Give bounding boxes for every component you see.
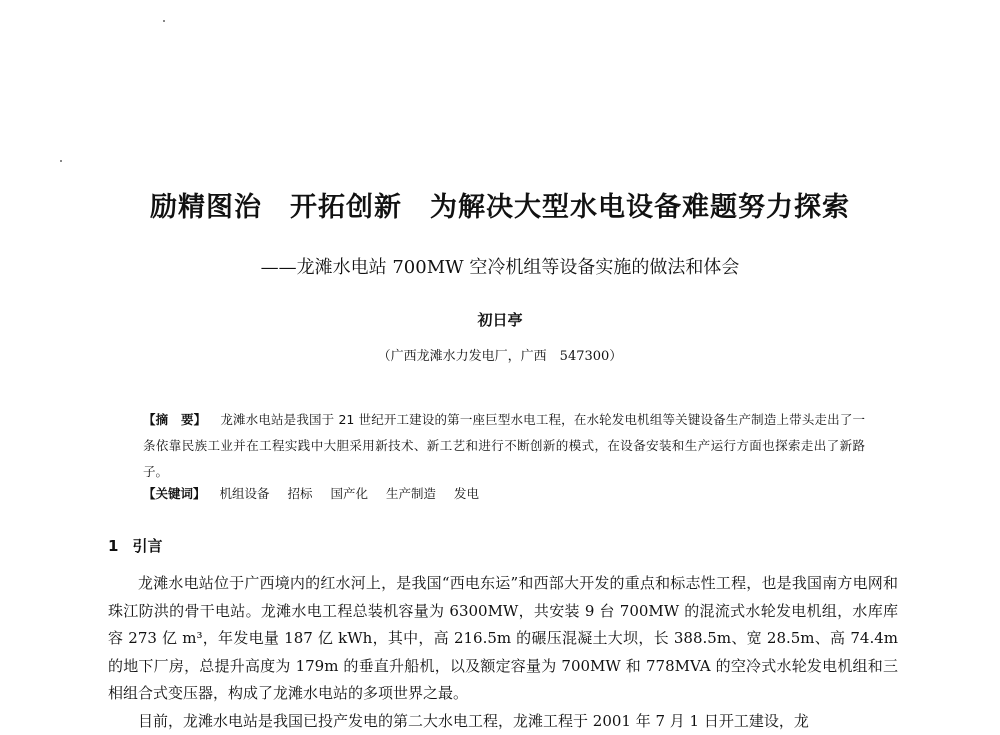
abstract-text: 龙滩水电站是我国于 21 世纪开工建设的第一座巨型水电工程，在水轮发电机组等关键设备生产制造上带头走出了一条依靠民族工业并在工程实践中大胆采用新技术、新工艺和进行不断创新的模式，在设备安装和生产运行方面也探索走出了新路子。 [143, 412, 865, 479]
keywords [143, 484, 493, 502]
body-text [108, 570, 898, 735]
section-heading [108, 535, 162, 556]
keyword: 发电 [454, 486, 479, 501]
body-paragraph: 龙滩水电站位于广西境内的红水河上，是我国“西电东运”和西部大开发的重点和标志性工程，也是我国南方电网和珠江防洪的骨干电站。龙滩水电工程总装机容量为 6300MW，共安装 9 台 700MW 的混流式水轮发电机组，水库库容 273 亿 m³，年发电量 187 亿 kWh，其中，高 216.5m 的碾压混凝土大坝，长 388.5m、宽 28.5m、高 74.4m 的地下厂房，总提升高度为 179m 的垂直升船机，以及额定容量为 700MW 和 778MVA 的空冷式水轮发电机组和三相组合式变压器，构成了龙滩水电站的多项世界之最。 [108, 570, 898, 708]
keywords-label: 【关键词】 [143, 486, 206, 501]
body-paragraph: 目前，龙滩水电站是我国已投产发电的第二大水电工程，龙滩工程于 2001 年 7 月 1 日开工建设，龙 [108, 708, 898, 735]
paper-title: 励精图治 开拓创新 为解决大型水电设备难题努力探索 [0, 185, 1000, 224]
keyword: 国产化 [331, 486, 369, 501]
keyword: 机组设备 [220, 486, 270, 501]
abstract-label: 【摘 要】 [143, 412, 206, 427]
author-name: 初日亭 [0, 309, 1000, 330]
keyword: 生产制造 [386, 486, 436, 501]
section-number: 1 [108, 537, 118, 555]
author-affiliation: （广西龙滩水力发电厂，广西 547300） [0, 345, 1000, 364]
paper-subtitle: ——龙滩水电站 700MW 空冷机组等设备实施的做法和体会 [0, 253, 1000, 279]
scan-speck [163, 20, 165, 22]
scan-speck [60, 160, 62, 162]
keyword: 招标 [288, 486, 313, 501]
abstract [143, 407, 865, 485]
section-title: 引言 [132, 537, 162, 555]
